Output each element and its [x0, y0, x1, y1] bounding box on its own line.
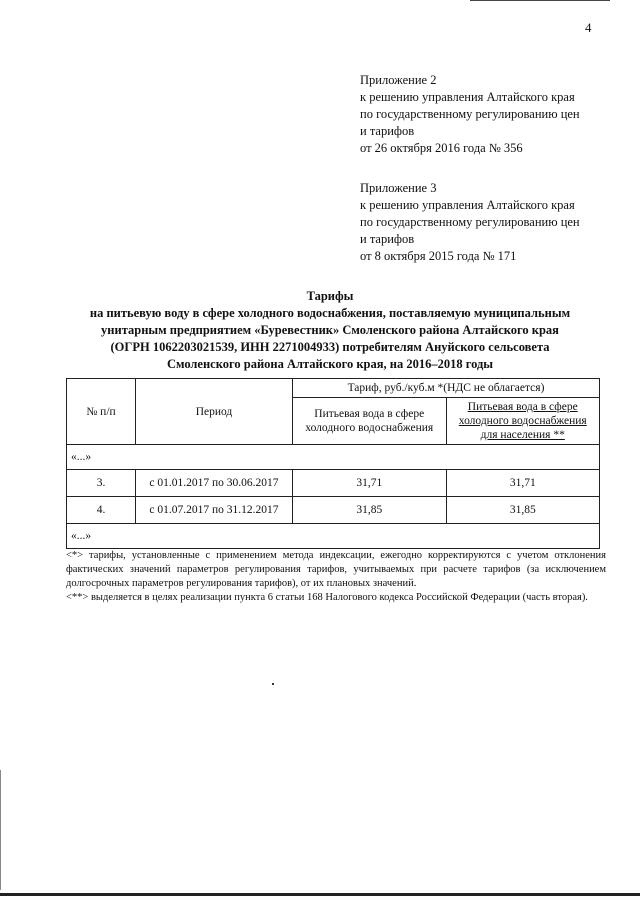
scan-edge-top: [470, 0, 610, 1]
appendix-line: Приложение 2: [360, 73, 437, 87]
appendix-line: по государственному регулированию цен: [360, 215, 580, 229]
ellipsis-cell: «...»: [67, 524, 600, 549]
footnotes: [66, 549, 606, 605]
cell-period: с 01.01.2017 по 30.06.2017: [136, 470, 293, 497]
table-row: [67, 470, 600, 497]
header-tariff: Тариф, руб./куб.м *(НДС не облагается): [293, 379, 600, 398]
header-period: Период: [136, 379, 293, 445]
cell-period: с 01.07.2017 по 31.12.2017: [136, 497, 293, 524]
footnote-2: <**> выделяется в целях реализации пункта 6 статьи 168 Налогового кодекса Российской Федерации (часть вторая).: [66, 592, 588, 603]
appendix-line: к решению управления Алтайского края: [360, 90, 575, 104]
table-header-row: [67, 379, 600, 398]
appendix-2-reference: [360, 72, 610, 157]
cell-num: 4.: [67, 497, 136, 524]
header-drinking-water-population: Питьевая вода в сфере холодного водоснабжения для населения **: [446, 398, 600, 445]
title-line: унитарным предприятием «Буревестник» Смоленского района Алтайского края: [101, 323, 559, 337]
table-row-ellipsis-bottom: [67, 524, 600, 549]
appendix-line: от 26 октября 2016 года № 356: [360, 141, 523, 155]
appendix-line: к решению управления Алтайского края: [360, 198, 575, 212]
appendix-line: по государственному регулированию цен: [360, 107, 580, 121]
cell-tariff-b: 31,85: [446, 497, 600, 524]
title-line: (ОГРН 1062203021539, ИНН 2271004933) потребителям Ануйского сельсовета: [110, 340, 550, 354]
header-num: № п/п: [67, 379, 136, 445]
tariff-table: [66, 378, 600, 549]
cell-tariff-a: 31,71: [293, 470, 447, 497]
appendix-line: и тарифов: [360, 232, 415, 246]
footnote-1: <*> тарифы, установленные с применением метода индексации, ежегодно корректируются с учетом отклонения фактических значений параметров регулирования тарифов, учитываемых при расчете тарифов (за исключением долгосрочных параметров регулирования тарифов), от их плановых значений.: [66, 550, 606, 589]
document-title: [60, 288, 600, 373]
cell-tariff-a: 31,85: [293, 497, 447, 524]
title-line: Тарифы: [306, 289, 354, 303]
scan-edge-bottom: [0, 893, 640, 896]
appendix-3-reference: [360, 180, 610, 265]
table-row-ellipsis-top: [67, 445, 600, 470]
title-line: Смоленского района Алтайского края, на 2016–2018 годы: [166, 357, 494, 371]
scan-edge-left: [0, 770, 1, 890]
scan-speck: [272, 683, 274, 685]
title-line: на питьевую воду в сфере холодного водоснабжения, поставляемую муниципальным: [89, 306, 571, 320]
appendix-line: от 8 октября 2015 года № 171: [360, 249, 517, 263]
header-drinking-water: Питьевая вода в сфере холодного водоснабжения: [293, 398, 447, 445]
cell-tariff-b: 31,71: [446, 470, 600, 497]
ellipsis-cell: «...»: [67, 445, 600, 470]
cell-num: 3.: [67, 470, 136, 497]
appendix-line: Приложение 3: [360, 181, 437, 195]
table-row: [67, 497, 600, 524]
appendix-line: и тарифов: [360, 124, 415, 138]
page-number: 4: [585, 20, 592, 35]
